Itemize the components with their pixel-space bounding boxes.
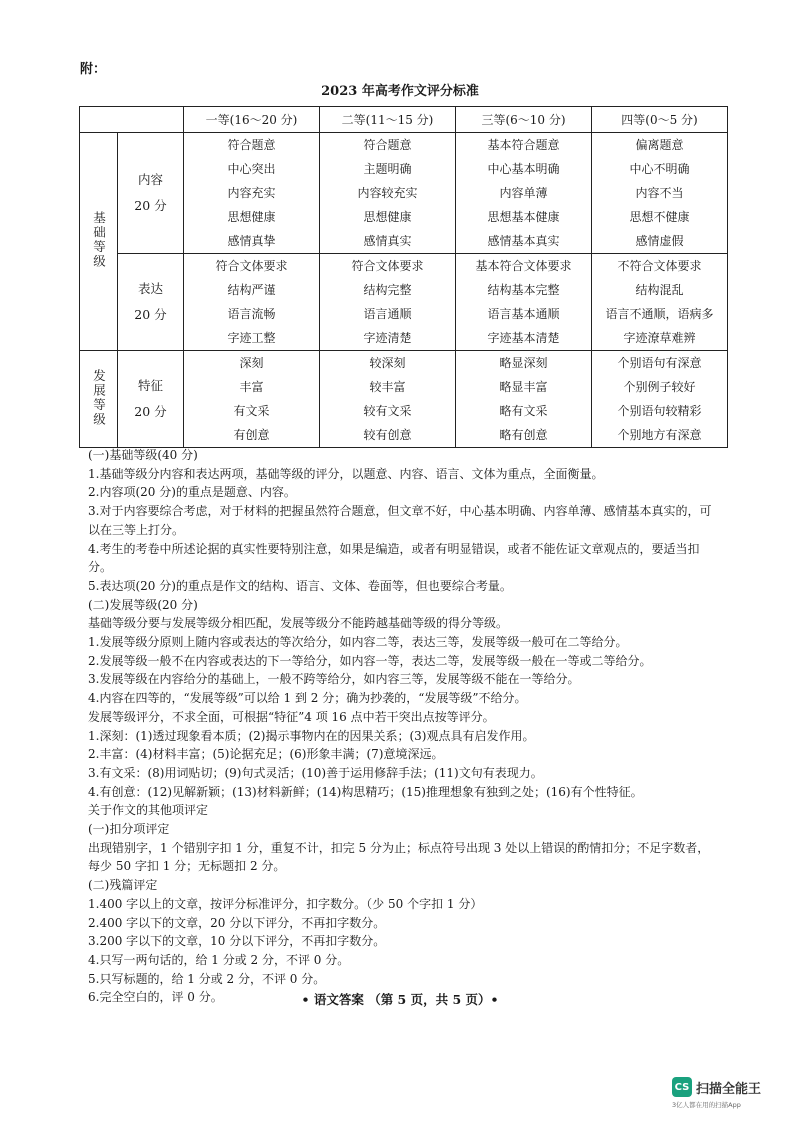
note-line: 2.发展等级一般不在内容或表达的下一等给分，如内容一等，表达二等，发展等级一般在一等或二等给分。: [88, 653, 652, 668]
content-grade-1: 符合题意 中心突出 内容充实 思想健康 感情真挚: [184, 133, 320, 254]
expression-grade-2: 符合文体要求 结构完整 语言通顺 字迹清楚: [320, 254, 456, 351]
note-line: (一)扣分项评定: [88, 822, 170, 837]
expression-label: 表达: [137, 281, 163, 296]
scanner-logo: [672, 1077, 761, 1097]
note-line: 1.基础等级分内容和表达两项，基础等级的评分，以题意、内容、语言、文体为重点，全面衡量。: [88, 466, 604, 481]
scoring-table: [79, 106, 728, 448]
level-develop: 发展等级: [80, 351, 118, 448]
page-footer: • 语文答案 （第 5 页，共 5 页）•: [301, 992, 499, 1007]
note-line: 发展等级评分，不求全面，可根据“特征”4 项 16 点中若干突出点按等评分。: [88, 709, 495, 724]
note-line: 关于作文的其他项评定: [88, 803, 209, 818]
note-line: 5.只写标题的，给 1 分或 2 分，不评 0 分。: [88, 971, 326, 986]
note-line: 基础等级分要与发展等级分相匹配，发展等级分不能跨越基础等级的得分等级。: [88, 616, 509, 631]
table-corner: [80, 107, 184, 133]
page-title: 2023 年高考作文评分标准: [321, 84, 479, 99]
expression-grade-3: 基本符合文体要求 结构基本完整 语言基本通顺 字迹基本清楚: [456, 254, 592, 351]
content-grade-4: 偏离题意 中心不明确 内容不当 思想不健康 感情虚假: [592, 133, 728, 254]
expression-label-cell: [118, 254, 184, 351]
note-line: 1.400 字以上的文章，按评分标准评分，扣字数分。（少 50 个字扣 1 分）: [88, 896, 483, 911]
note-line: 4.内容在四等的，“发展等级”可以给 1 到 2 分；确为抄袭的，“发展等级”不给分。: [88, 691, 527, 706]
content-label: 内容: [137, 172, 163, 187]
content-grade-3: 基本符合题意 中心基本明确 内容单薄 思想基本健康 感情基本真实: [456, 133, 592, 254]
note-line: 2.内容项(20 分)的重点是题意、内容。: [88, 485, 296, 500]
expression-score: 20 分: [134, 307, 167, 322]
header-grade-2: 二等(11～15 分): [320, 107, 456, 133]
note-line: 1.深刻：(1)透过现象看本质；(2)揭示事物内在的因果关系；(3)观点具有启发作用。: [88, 728, 535, 743]
level-basic: 基础等级: [80, 133, 118, 351]
expression-grade-1: 符合文体要求 结构严谨 语言流畅 字迹工整: [184, 254, 320, 351]
table-header-row: [80, 107, 728, 133]
feature-label: 特征: [137, 378, 163, 393]
note-line: (二)发展等级(20 分): [88, 597, 198, 612]
note-line: 4.只写一两句话的，给 1 分或 2 分，不评 0 分。: [88, 952, 350, 967]
note-line: 3.对于内容要综合考虑，对于材料的把握虽然符合题意，但文章不好，中心基本明确、内容单薄、感情基本真实的，可以在三等上打分。: [88, 504, 712, 537]
feature-grade-3: 略显深刻 略显丰富 略有文采 略有创意: [456, 351, 592, 448]
content-score: 20 分: [134, 198, 167, 213]
note-line: 3.200 字以下的文章，10 分以下评分，不再扣字数分。: [88, 934, 386, 949]
attachment-label: 附：: [80, 62, 107, 77]
note-line: 4.有创意：(12)见解新颖；(13)材料新鲜；(14)构思精巧；(15)推理想象有独到之处；(16)有个性特征。: [88, 784, 643, 799]
note-line: 2.400 字以下的文章，20 分以下评分，不再扣字数分。: [88, 915, 386, 930]
content-label-cell: [118, 133, 184, 254]
scanner-name: 扫描全能王: [696, 1081, 762, 1097]
scoring-notes: [88, 446, 718, 1007]
feature-row: [80, 351, 728, 448]
note-line: 6.完全空白的，评 0 分。: [88, 990, 223, 1005]
feature-grade-1: 深刻 丰富 有文采 有创意: [184, 351, 320, 448]
header-grade-4: 四等(0～5 分): [592, 107, 728, 133]
feature-label-cell: [118, 351, 184, 448]
content-row: [80, 133, 728, 254]
scanner-badge-icon: CS: [672, 1077, 692, 1097]
note-line: (二)残篇评定: [88, 878, 158, 893]
expression-row: [80, 254, 728, 351]
note-line: 4.考生的考卷中所述论据的真实性要特别注意，如果是编造，或者有明显错误，或者不能佐证文章观点的，要适当扣分。: [88, 541, 700, 575]
note-line: 1.发展等级分原则上随内容或表达的等次给分，如内容二等，表达三等，发展等级一般可在二等给分。: [88, 635, 628, 650]
note-line: 5.表达项(20 分)的重点是作文的结构、语言、文体、卷面等，但也要综合考量。: [88, 578, 512, 593]
expression-grade-4: 不符合文体要求 结构混乱 语言不通顺，语病多 字迹潦草难辨: [592, 254, 728, 351]
note-line: 2.丰富：(4)材料丰富；(5)论据充足；(6)形象丰满；(7)意境深远。: [88, 747, 444, 762]
note-line: 3.发展等级在内容给分的基础上，一般不跨等给分，如内容三等，发展等级不能在一等给分。: [88, 672, 580, 687]
header-grade-1: 一等(16～20 分): [184, 107, 320, 133]
header-grade-3: 三等(6～10 分): [456, 107, 592, 133]
feature-score: 20 分: [134, 404, 167, 419]
note-line: (一)基础等级(40 分): [88, 448, 198, 462]
content-grade-2: 符合题意 主题明确 内容较充实 思想健康 感情真实: [320, 133, 456, 254]
note-line: 3.有文采：(8)用词贴切；(9)句式灵活；(10)善于运用修辞手法；(11)文句有表现力。: [88, 765, 543, 780]
note-line: 出现错别字，1 个错别字扣 1 分，重复不计，扣完 5 分为止；标点符号出现 3 处以上错误的酌情扣分；不足字数者，每少 50 字扣 1 分；无标题扣 2 分。: [88, 840, 710, 874]
scanner-tagline: 3亿人都在用的扫描App: [672, 1101, 741, 1109]
feature-grade-2: 较深刻 较丰富 较有文采 较有创意: [320, 351, 456, 448]
feature-grade-4: 个别语句有深意 个别例子较好 个别语句较精彩 个别地方有深意: [592, 351, 728, 448]
